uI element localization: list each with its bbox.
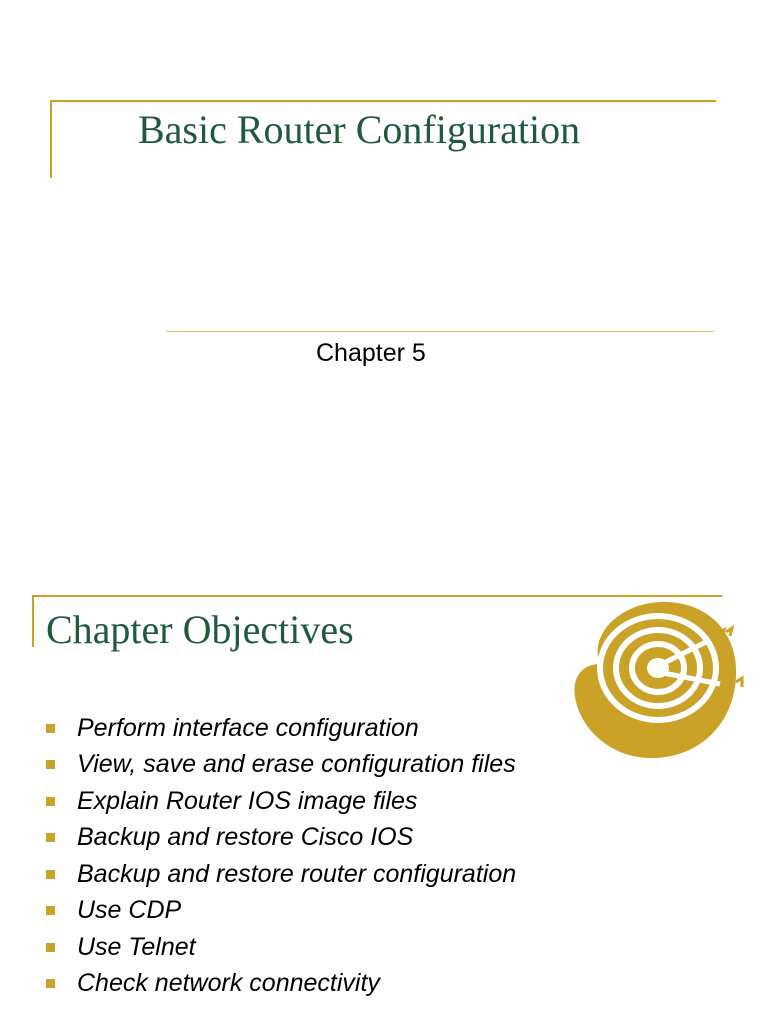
- list-item: [46, 856, 516, 893]
- objective-text: Backup and restore router configuration: [77, 859, 517, 888]
- slide-subtitle: Chapter 5: [316, 339, 426, 367]
- objectives-frame-left-line: [32, 595, 34, 647]
- objective-text: Perform interface configuration: [77, 713, 419, 742]
- list-item: [46, 710, 516, 747]
- list-item: [46, 929, 516, 966]
- target-with-arrows-icon: [560, 594, 750, 764]
- square-bullet-icon: [46, 797, 55, 806]
- objectives-title: Chapter Objectives: [46, 607, 354, 652]
- slide-title: Basic Router Configuration: [138, 107, 581, 152]
- objective-text: Use Telnet: [77, 932, 196, 961]
- objective-text: Use CDP: [77, 896, 182, 925]
- objective-text: Explain Router IOS image files: [77, 786, 418, 815]
- square-bullet-icon: [46, 943, 55, 952]
- objective-text: Check network connectivity: [77, 969, 380, 998]
- subtitle-divider-line: [166, 331, 714, 332]
- square-bullet-icon: [46, 833, 55, 842]
- list-item: [46, 820, 516, 857]
- square-bullet-icon: [46, 724, 55, 733]
- list-item: [46, 783, 516, 820]
- square-bullet-icon: [46, 979, 55, 988]
- list-item: [46, 747, 516, 784]
- list-item: [46, 893, 516, 930]
- square-bullet-icon: [46, 760, 55, 769]
- list-item: [46, 966, 516, 1003]
- title-frame-top-line: [50, 100, 716, 102]
- title-frame-left-line: [50, 100, 52, 178]
- objective-text: Backup and restore Cisco IOS: [77, 823, 414, 852]
- objective-text: View, save and erase configuration files: [77, 750, 516, 779]
- square-bullet-icon: [46, 906, 55, 915]
- square-bullet-icon: [46, 870, 55, 879]
- objectives-list: [46, 710, 516, 1002]
